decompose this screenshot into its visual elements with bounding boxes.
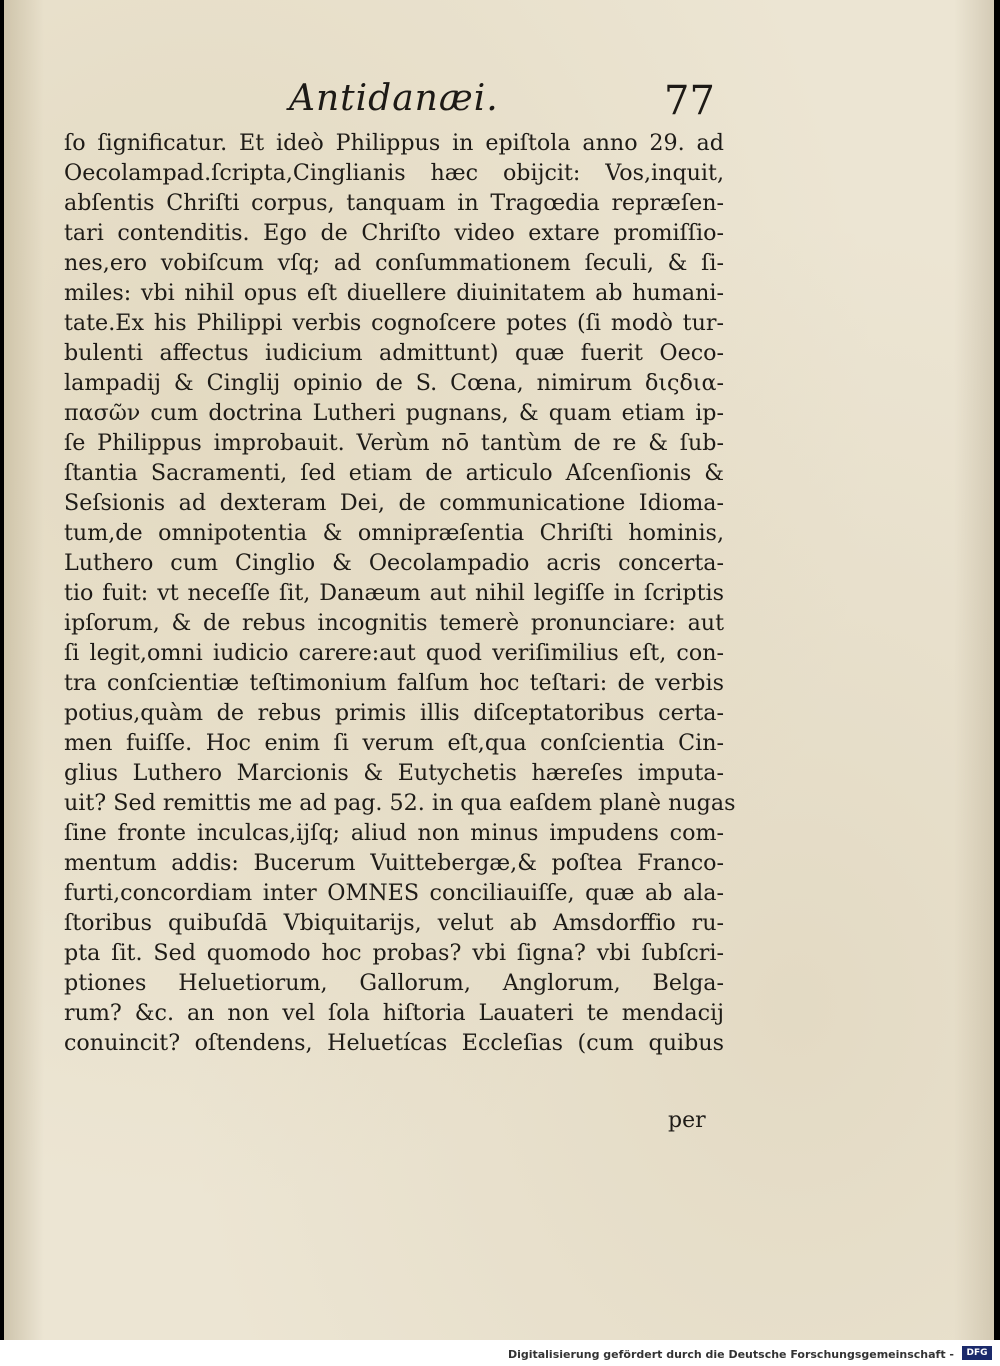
book-page [4,0,994,1340]
text-line: Seſsionis ad dexteram Dei, de communicatione Idioma- [64,490,724,516]
catchword: per [668,1108,706,1133]
text-line: ſo ſignificatur. Et ideò Philippus in epiſtola anno 29. ad [64,130,724,156]
text-line: bulenti affectus iudicium admittunt) quæ fuerit Oeco- [64,340,724,366]
text-line: furti,concordiam inter OMNES conciliauiſſe, quæ ab ala- [64,880,724,906]
text-line: potius,quàm de rebus primis illis diſceptatoribus certa- [64,700,724,726]
text-line: tate.Ex his Philippi verbis cognoſcere potes (ſi modò tur- [64,310,724,336]
text-line: tari contenditis. Ego de Chriſto video extare promiſſio- [64,220,724,246]
text-line: tio fuit: vt neceſſe ſit, Danæum aut nihil legiſſe in ſcriptis [64,580,724,606]
text-line: men fuiſſe. Hoc enim ſi verum eſt,qua conſcientia Cin- [64,730,724,756]
text-line: ſtoribus quibuſdā Vbiquitarijs, velut ab Amsdorffio ru- [64,910,724,936]
body-text [64,128,736,1058]
text-line: conuincit? oſtendens, Heluetícas Eccleſias (cum quibus [64,1030,724,1056]
text-line: Luthero cum Cinglio & Oecolampadio acris concerta- [64,550,724,576]
page-number: 77 [664,78,715,124]
running-head: Antidanæi. [289,78,499,119]
text-line: lampadij & Cinglij opinio de S. Cœna, nimirum διςδια- [64,370,724,396]
text-line: mentum addis: Bucerum Vuittebergæ,& poſtea Franco- [64,850,724,876]
text-line: miles: vbi nihil opus eſt diuellere diuinitatem ab humani- [64,280,724,306]
text-line: uit? Sed remittis me ad pag. 52. in qua eaſdem planè nugas [64,790,736,816]
text-line: ſe Philippus improbauit. Verùm nō tantùm de re & ſub- [64,430,724,456]
text-line: ptiones Heluetiorum, Gallorum, Anglorum, Belga- [64,970,724,996]
text-line: ſtantia Sacramenti, ſed etiam de articulo Aſcenſionis & [64,460,724,486]
dfg-logo-icon: DFG [962,1346,992,1360]
text-line: tra conſcientiæ teſtimonium falſum hoc teſtari: de verbis [64,670,724,696]
text-line: pta ſit. Sed quomodo hoc probas? vbi ſigna? vbi ſubſcri- [64,940,724,966]
funding-notice: Digitalisierung gefördert durch die Deutsche Forschungsgemeinschaft - [507,1348,954,1361]
text-line: tum,de omnipotentia & omnipræſentia Chriſti hominis, [64,520,724,546]
text-line: abſentis Chriſti corpus, tanquam in Tragœdia repræſen- [64,190,724,216]
text-line: Oecolampad.ſcripta,Cinglianis hæc obijcit: Vos,inquit, [64,160,724,186]
text-line: ſine fronte inculcas,ijſq; aliud non minus impudens com- [64,820,724,846]
text-line: nes,ero vobiſcum vſq; ad conſummationem ſeculi, & ſi- [64,250,724,276]
digitization-footer [0,1340,1000,1366]
text-line: ſi legit,omni iudicio carere:aut quod veriſimilius eſt, con- [64,640,724,666]
text-line: rum? &c. an non vel ſola hiſtoria Lauateri te mendacij [64,1000,724,1026]
text-line: πασῶν cum doctrina Lutheri pugnans, & quam etiam ip- [64,400,724,426]
text-line: glius Luthero Marcionis & Eutychetis hæreſes imputa- [64,760,724,786]
text-line: ipſorum, & de rebus incognitis temerè pronunciare: aut [64,610,724,636]
